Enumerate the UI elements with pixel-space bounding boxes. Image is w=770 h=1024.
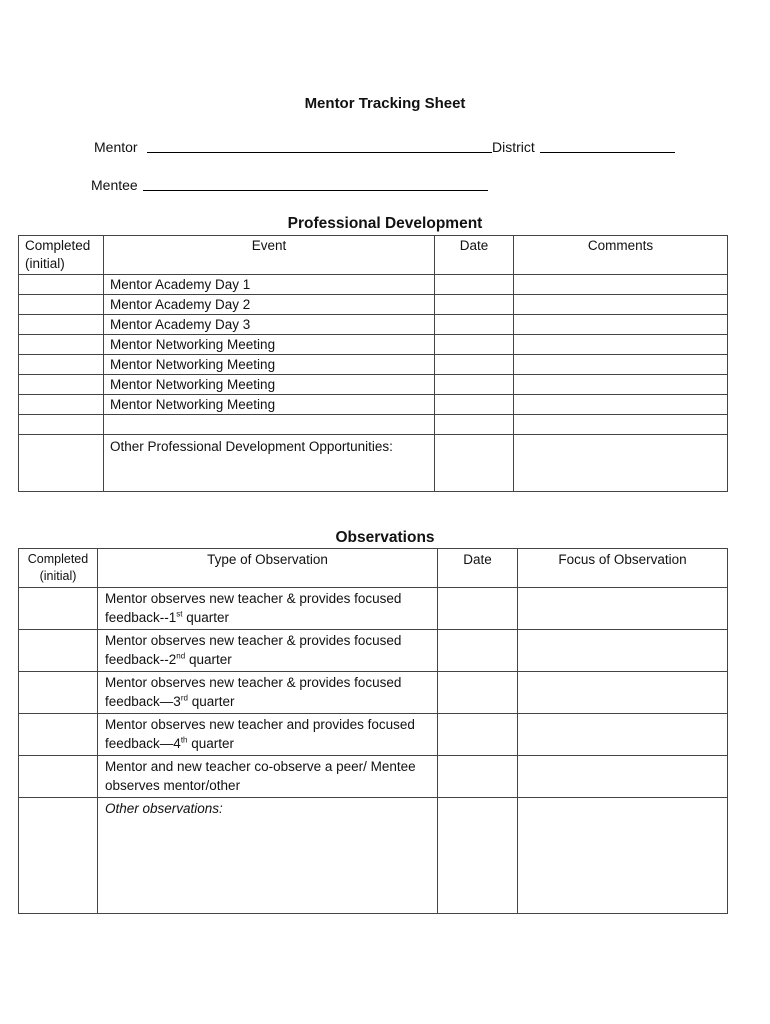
focus-cell[interactable] (518, 756, 728, 798)
observation-type-cell (98, 672, 438, 714)
observation-ordinal: st (176, 609, 183, 618)
comments-cell[interactable] (514, 315, 728, 335)
professional-development-title: Professional Development (287, 215, 483, 232)
table-row (19, 275, 728, 295)
date-cell[interactable] (435, 295, 514, 315)
observation-type-cell (98, 588, 438, 630)
observation-line1: Mentor observes new teacher & provides focused (105, 633, 402, 648)
comments-cell[interactable] (514, 435, 728, 492)
pd-col-comments: Comments (514, 236, 728, 275)
observation-line1: Mentor and new teacher co-observe a peer/ Mentee (105, 759, 416, 774)
date-cell[interactable] (438, 588, 518, 630)
observation-ordinal: rd (180, 693, 188, 702)
district-field-line[interactable] (540, 152, 675, 153)
focus-cell[interactable] (518, 798, 728, 914)
date-cell[interactable] (438, 756, 518, 798)
pd-col-date: Date (435, 236, 514, 275)
observation-line1: Mentor observes new teacher and provides focused (105, 717, 415, 732)
focus-cell[interactable] (518, 672, 728, 714)
event-cell: Mentor Academy Day 1 (104, 275, 435, 295)
completed-cell[interactable] (19, 798, 98, 914)
comments-cell[interactable] (514, 395, 728, 415)
observation-line2-suffix: quarter (182, 609, 230, 625)
other-pd-label: Other Professional Development Opportunities: (104, 435, 435, 492)
observation-line2-prefix: feedback—3 (105, 693, 181, 709)
district-label: District (492, 139, 535, 155)
date-cell[interactable] (438, 630, 518, 672)
observation-line1: Mentor observes new teacher & provides focused (105, 675, 402, 690)
comments-cell[interactable] (514, 335, 728, 355)
comments-cell[interactable] (514, 295, 728, 315)
date-cell[interactable] (435, 315, 514, 335)
completed-cell[interactable] (19, 395, 104, 415)
focus-cell[interactable] (518, 714, 728, 756)
date-cell[interactable] (435, 355, 514, 375)
professional-development-table (18, 235, 728, 492)
completed-cell[interactable] (19, 375, 104, 395)
observation-type-cell (98, 630, 438, 672)
pd-col-event: Event (104, 236, 435, 275)
event-cell: Mentor Networking Meeting (104, 375, 435, 395)
event-cell: Mentor Networking Meeting (104, 355, 435, 375)
obs-col-completed: Completed (initial) (19, 549, 98, 588)
table-row-other (19, 435, 728, 492)
event-cell: Mentor Networking Meeting (104, 395, 435, 415)
observation-line2-prefix: observes mentor/other (105, 777, 241, 793)
other-observations-label: Other observations: (98, 798, 438, 914)
event-cell: Mentor Academy Day 3 (104, 315, 435, 335)
observation-type-cell (98, 714, 438, 756)
observation-line2-suffix: quarter (187, 693, 235, 709)
comments-cell[interactable] (514, 275, 728, 295)
obs-col-focus: Focus of Observation (518, 549, 728, 588)
table-row (19, 395, 728, 415)
completed-cell[interactable] (19, 315, 104, 335)
observation-ordinal: th (180, 735, 188, 744)
completed-cell[interactable] (19, 435, 104, 492)
observation-line2-prefix: feedback—4 (105, 735, 181, 751)
comments-cell[interactable] (514, 415, 728, 435)
completed-cell[interactable] (19, 588, 98, 630)
obs-col-type: Type of Observation (98, 549, 438, 588)
observation-line2-suffix: quarter (185, 651, 232, 667)
completed-cell[interactable] (19, 714, 98, 756)
table-row-other (19, 798, 728, 914)
observation-line2-prefix: feedback--1 (105, 609, 177, 625)
completed-cell[interactable] (19, 355, 104, 375)
table-row (19, 672, 728, 714)
date-cell[interactable] (435, 415, 514, 435)
completed-cell[interactable] (19, 275, 104, 295)
obs-col-date: Date (438, 549, 518, 588)
completed-cell[interactable] (19, 672, 98, 714)
date-cell[interactable] (438, 798, 518, 914)
pd-header-row (19, 236, 728, 275)
date-cell[interactable] (435, 375, 514, 395)
page-title: Mentor Tracking Sheet (304, 95, 466, 112)
observation-line2-suffix: quarter (187, 735, 235, 751)
observation-line2-prefix: feedback--2 (105, 651, 177, 667)
date-cell[interactable] (435, 335, 514, 355)
mentee-label: Mentee (91, 177, 138, 193)
table-row (19, 714, 728, 756)
event-cell: Mentor Networking Meeting (104, 335, 435, 355)
comments-cell[interactable] (514, 355, 728, 375)
table-row (19, 335, 728, 355)
date-cell[interactable] (435, 395, 514, 415)
table-row (19, 295, 728, 315)
table-row (19, 375, 728, 395)
comments-cell[interactable] (514, 375, 728, 395)
mentor-label: Mentor (94, 139, 138, 155)
observation-type-cell (98, 756, 438, 798)
observations-table (18, 548, 728, 914)
focus-cell[interactable] (518, 630, 728, 672)
event-cell: Mentor Academy Day 2 (104, 295, 435, 315)
date-cell[interactable] (435, 275, 514, 295)
completed-cell[interactable] (19, 756, 98, 798)
completed-cell[interactable] (19, 415, 104, 435)
date-cell[interactable] (438, 714, 518, 756)
completed-cell[interactable] (19, 335, 104, 355)
observation-ordinal: nd (176, 651, 186, 660)
event-cell[interactable] (104, 415, 435, 435)
table-row (19, 355, 728, 375)
observations-title: Observations (335, 529, 435, 546)
obs-header-row (19, 549, 728, 588)
date-cell[interactable] (438, 672, 518, 714)
table-row (19, 415, 728, 435)
table-row (19, 756, 728, 798)
mentor-field-line[interactable] (147, 152, 492, 153)
focus-cell[interactable] (518, 588, 728, 630)
observation-line1: Mentor observes new teacher & provides focused (105, 591, 402, 606)
date-cell[interactable] (435, 435, 514, 492)
mentee-field-line[interactable] (143, 190, 488, 191)
table-row (19, 588, 728, 630)
completed-cell[interactable] (19, 630, 98, 672)
table-row (19, 630, 728, 672)
table-row (19, 315, 728, 335)
completed-cell[interactable] (19, 295, 104, 315)
pd-col-completed: Completed (initial) (19, 236, 104, 275)
